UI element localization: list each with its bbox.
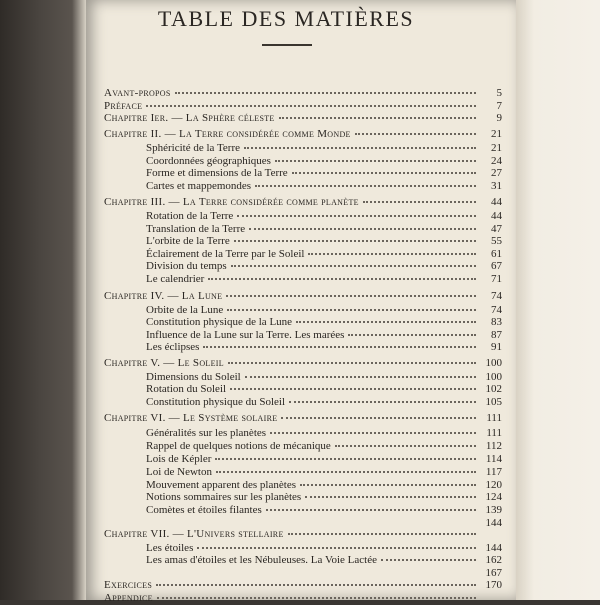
dot-leader xyxy=(231,257,476,267)
toc-entry-label: Comètes et étoiles filantes xyxy=(146,504,262,516)
page-margin-right xyxy=(516,0,600,600)
toc-page-number: 117 xyxy=(485,466,502,478)
toc-entry-label: Éclairement de la Terre par le Soleil xyxy=(146,248,305,260)
toc-page-number: 139 xyxy=(485,504,502,516)
dot-leader xyxy=(157,589,476,599)
toc-page-number: 111 xyxy=(486,412,502,424)
dot-leader xyxy=(275,152,476,162)
dot-leader xyxy=(230,380,476,390)
toc-page-number: 120 xyxy=(485,479,502,491)
toc-entry-label: Appendice xyxy=(104,592,153,604)
toc-entry-label: Le calendrier xyxy=(146,273,205,285)
toc-entry-label: Chapitre V. — Le Soleil xyxy=(104,357,224,369)
toc-entry-label: Sphéricité de la Terre xyxy=(146,142,241,154)
toc-entry-label: Chapitre Ier. — La Sphère céleste xyxy=(104,112,275,124)
toc-page-number: 27 xyxy=(491,167,502,179)
dot-leader xyxy=(266,501,476,511)
toc-page-number: 144 xyxy=(485,517,502,529)
toc-page-number: 87 xyxy=(491,329,502,341)
toc-page-number: 105 xyxy=(485,396,502,408)
toc-page-number: 9 xyxy=(496,112,502,124)
dot-leader xyxy=(146,97,476,107)
dot-leader xyxy=(289,393,476,403)
toc-page-number: 5 xyxy=(496,87,502,99)
toc-entry-label: Forme et dimensions de la Terre xyxy=(146,167,288,179)
dot-leader xyxy=(244,139,476,149)
dot-leader xyxy=(208,270,476,280)
dot-leader xyxy=(237,207,476,217)
toc-page-number: 61 xyxy=(491,248,502,260)
toc-page-number: 111 xyxy=(486,427,502,439)
toc-entry-label: Influence de la Lune sur la Terre. Les marées xyxy=(146,329,345,341)
dot-leader xyxy=(270,424,476,434)
toc-chapter-entry xyxy=(104,591,502,604)
toc-page-number: 44 xyxy=(491,210,502,222)
dot-leader xyxy=(348,326,476,336)
toc-entry-label: Généralités sur les planètes xyxy=(146,427,267,439)
dot-leader xyxy=(249,220,476,230)
toc-entry-label: Les étoiles xyxy=(146,542,194,554)
toc-entry-label: Translation de la Terre xyxy=(146,223,246,235)
dot-leader xyxy=(296,313,476,323)
title-rule xyxy=(262,44,312,46)
dot-leader xyxy=(227,301,476,311)
toc-page-number: 167 xyxy=(485,567,502,579)
dot-leader xyxy=(197,539,476,549)
toc-entry-label: Orbite de la Lune xyxy=(146,304,224,316)
dot-leader xyxy=(255,177,476,187)
toc-entry xyxy=(146,340,502,353)
toc-page-number: 100 xyxy=(485,371,502,383)
toc-page-number: 170 xyxy=(485,579,502,591)
toc-page-number: 21 xyxy=(491,128,502,140)
toc-entry-label: Constitution physique du Soleil xyxy=(146,396,286,408)
toc-page-number: 102 xyxy=(485,383,502,395)
dot-leader xyxy=(216,463,476,473)
toc-entry-label: Chapitre VI. — Le Système solaire xyxy=(104,412,278,424)
toc-page-number: 47 xyxy=(491,223,502,235)
dot-leader xyxy=(292,164,476,174)
dot-leader xyxy=(381,551,476,561)
toc-entry-label: Rotation du Soleil xyxy=(146,383,227,395)
toc-entry-label: Mouvement apparent des planètes xyxy=(146,479,296,491)
toc-entry xyxy=(146,395,502,408)
toc-page-number: 91 xyxy=(491,341,502,353)
toc-entry-label: Lois de Képler xyxy=(146,453,212,465)
toc-entry-label: Cartes et mappemondes xyxy=(146,180,252,192)
toc-page-number: 74 xyxy=(491,304,502,316)
toc-page-number: 162 xyxy=(485,554,502,566)
dot-leader xyxy=(335,437,476,447)
toc-entry-label: Rotation de la Terre xyxy=(146,210,234,222)
dot-leader xyxy=(234,232,476,242)
toc-page-number: 71 xyxy=(491,273,502,285)
dot-leader xyxy=(203,338,476,348)
toc-entry-label: Chapitre III. — La Terre considérée comme planète xyxy=(104,196,359,208)
toc-entry-label: Exercices xyxy=(104,579,153,591)
dot-leader xyxy=(245,368,476,378)
toc-page-number: 83 xyxy=(491,316,502,328)
toc-page-number: 74 xyxy=(491,290,502,302)
toc-page-number: 112 xyxy=(485,440,502,452)
dot-leader xyxy=(156,576,476,586)
toc-entry-label: Constitution physique de la Lune xyxy=(146,316,293,328)
toc-entry-label: Dimensions du Soleil xyxy=(146,371,241,383)
toc-entry-label: Chapitre VII. — L'Univers stellaire xyxy=(104,528,284,540)
dot-leader xyxy=(279,109,476,119)
toc-page-number: 24 xyxy=(491,155,502,167)
toc-entry-label: Loi de Newton xyxy=(146,466,212,478)
toc-entry-label: Les amas d'étoiles et les Nébuleuses. La Voie Lactée xyxy=(146,554,377,566)
toc-entry-label: Chapitre IV. — La Lune xyxy=(104,290,223,302)
toc-entry-label: Préface xyxy=(104,100,143,112)
dot-leader xyxy=(308,245,476,255)
toc-entry-label: Les éclipses xyxy=(146,341,200,353)
dot-leader xyxy=(355,125,476,135)
dot-leader xyxy=(215,450,476,460)
dot-leader xyxy=(300,476,476,486)
toc-chapter-entry xyxy=(104,111,502,124)
toc-entry-label: Notions sommaires sur les planètes xyxy=(146,491,302,503)
toc-page-number: 31 xyxy=(491,180,502,192)
page-title: TABLE DES MATIÈRES xyxy=(157,6,415,31)
toc-page-number: 55 xyxy=(491,235,502,247)
toc-entry-label: Avant-propos xyxy=(104,87,171,99)
toc-page-number: 44 xyxy=(491,196,502,208)
dot-leader xyxy=(288,525,476,535)
toc-page-number: 100 xyxy=(485,357,502,369)
dot-leader xyxy=(363,193,476,203)
toc-entry-label: Coordonnées géographiques xyxy=(146,155,271,167)
toc-page-number: 21 xyxy=(491,142,502,154)
toc-entry-label: Rappel de quelques notions de mécanique xyxy=(146,440,331,452)
toc-chapter-entry xyxy=(104,411,502,424)
toc-entry-label: L'orbite de la Terre xyxy=(146,235,230,247)
toc-entry xyxy=(146,553,502,566)
dot-leader xyxy=(175,84,476,94)
toc-page-number: 114 xyxy=(485,453,502,465)
dot-leader xyxy=(281,409,476,419)
toc-page-number: 67 xyxy=(491,260,502,272)
toc-entry-label: Chapitre II. — La Terre considérée comme Monde xyxy=(104,128,351,140)
toc-entry-label: Division du temps xyxy=(146,260,227,272)
toc-page-number: 124 xyxy=(485,491,502,503)
toc-page-number: 144 xyxy=(485,542,502,554)
toc-entry xyxy=(146,179,502,192)
dot-leader xyxy=(226,287,476,297)
toc-page-number: 7 xyxy=(496,100,502,112)
dot-leader xyxy=(228,354,476,364)
dot-leader xyxy=(305,488,476,498)
toc-entry xyxy=(146,503,502,516)
toc-entry xyxy=(146,272,502,285)
